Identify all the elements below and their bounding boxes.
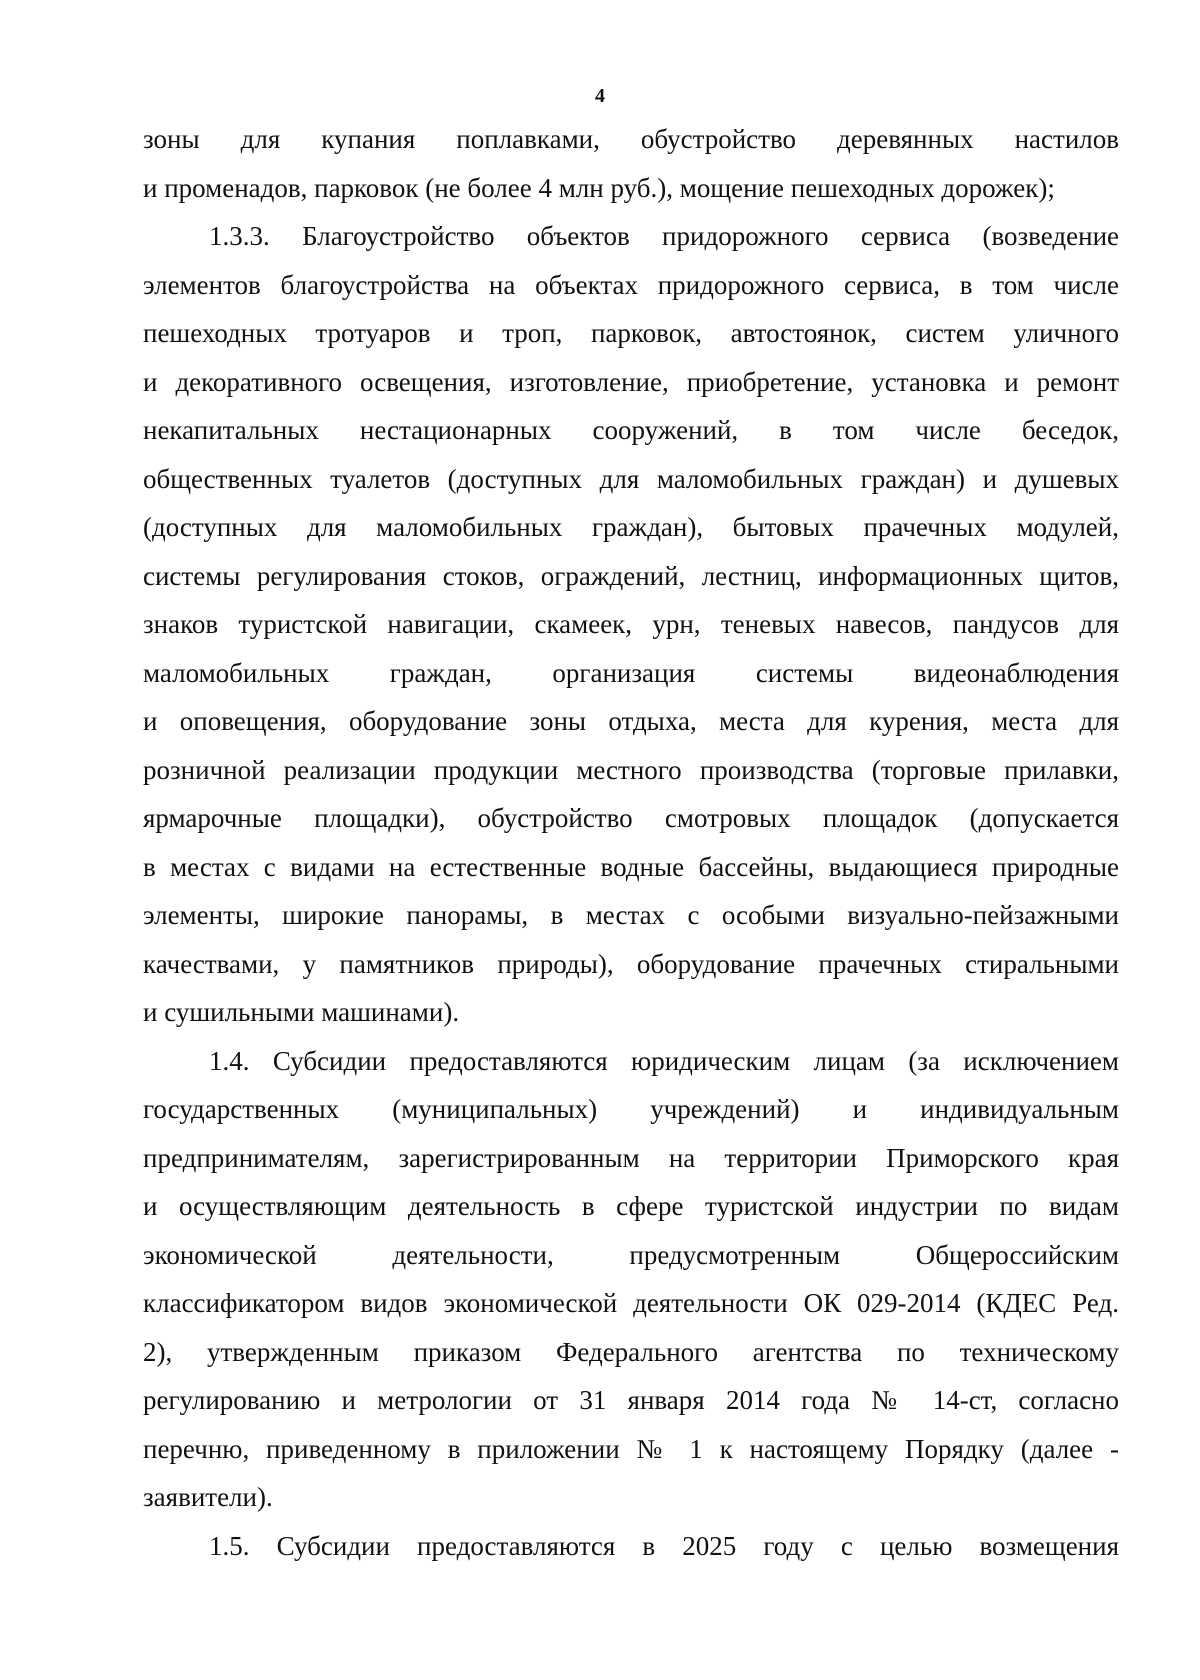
text-line: зоны для купания поплавками, обустройство деревянных настилов (143, 124, 1119, 154)
text-line: системы регулирования стоков, ограждений, лестниц, информационных щитов, (143, 560, 1119, 591)
paragraph-1-4 (143, 1037, 1119, 1522)
text-line: 1.4. Субсидии предоставляются юридическим лицам (за исключением (209, 1045, 1119, 1076)
text-line: заявители). (143, 1482, 273, 1512)
text-line: ярмарочные площадки), обустройство смотровых площадок (допускается (143, 803, 1119, 833)
paragraph-1-5 (143, 1522, 1119, 1571)
text-line: качествами, у памятников природы), оборудование прачечных стиральными (143, 948, 1119, 979)
paragraph-continuation (143, 115, 1119, 212)
text-line: 2), утвержденным приказом Федерального агентства по техническому (143, 1336, 1119, 1367)
text-line: предпринимателям, зарегистрированным на территории Приморского края (143, 1142, 1119, 1173)
text-line: маломобильных граждан, организация системы видеонаблюдения (143, 657, 1119, 688)
text-line: регулированию и метрологии от 31 января 2014 года № 14-ст, согласно (143, 1385, 1119, 1415)
document-body (143, 115, 1119, 1570)
text-line: пешеходных тротуаров и троп, парковок, автостоянок, систем уличного (143, 318, 1119, 348)
text-line: розничной реализации продукции местного производства (торговые прилавки, (143, 754, 1119, 785)
text-line: и декоративного освещения, изготовление, приобретение, установка и ремонт (143, 366, 1119, 397)
text-line: классификатором видов экономической деятельности ОК 029-2014 (КДЕС Ред. (143, 1288, 1119, 1318)
paragraph-1-3-3 (143, 212, 1119, 1037)
text-line: 1.3.3. Благоустройство объектов придорожного сервиса (возведение (209, 221, 1119, 251)
text-line: экономической деятельности, предусмотренным Общероссийским (143, 1239, 1119, 1270)
text-line: в местах с видами на естественные водные бассейны, выдающиеся природные (143, 851, 1119, 882)
text-line: 1.5. Субсидии предоставляются в 2025 году с целью возмещения (209, 1530, 1119, 1561)
text-line: общественных туалетов (доступных для маломобильных граждан) и душевых (143, 463, 1119, 494)
text-line: и сушильными машинами). (143, 997, 460, 1027)
text-line: и оповещения, оборудование зоны отдыха, места для курения, места для (143, 706, 1119, 736)
text-line: элементы, широкие панорамы, в местах с особыми визуально-пейзажными (143, 900, 1119, 930)
text-line: перечню, приведенному в приложении № 1 к настоящему Порядку (далее - (143, 1433, 1119, 1464)
text-line: и променадов, парковок (не более 4 млн руб.), мощение пешеходных дорожек); (143, 172, 1055, 203)
text-line: государственных (муниципальных) учреждений) и индивидуальным (143, 1094, 1119, 1124)
text-line: и осуществляющим деятельность в сфере туристской индустрии по видам (143, 1191, 1119, 1221)
text-line: знаков туристской навигации, скамеек, урн, теневых навесов, пандусов для (143, 609, 1119, 639)
text-line: некапитальных нестационарных сооружений, в том числе беседок, (143, 415, 1119, 445)
text-line: (доступных для маломобильных граждан), бытовых прачечных модулей, (143, 512, 1119, 542)
text-line: элементов благоустройства на объектах придорожного сервиса, в том числе (143, 269, 1119, 300)
page-number: 4 (595, 85, 605, 107)
